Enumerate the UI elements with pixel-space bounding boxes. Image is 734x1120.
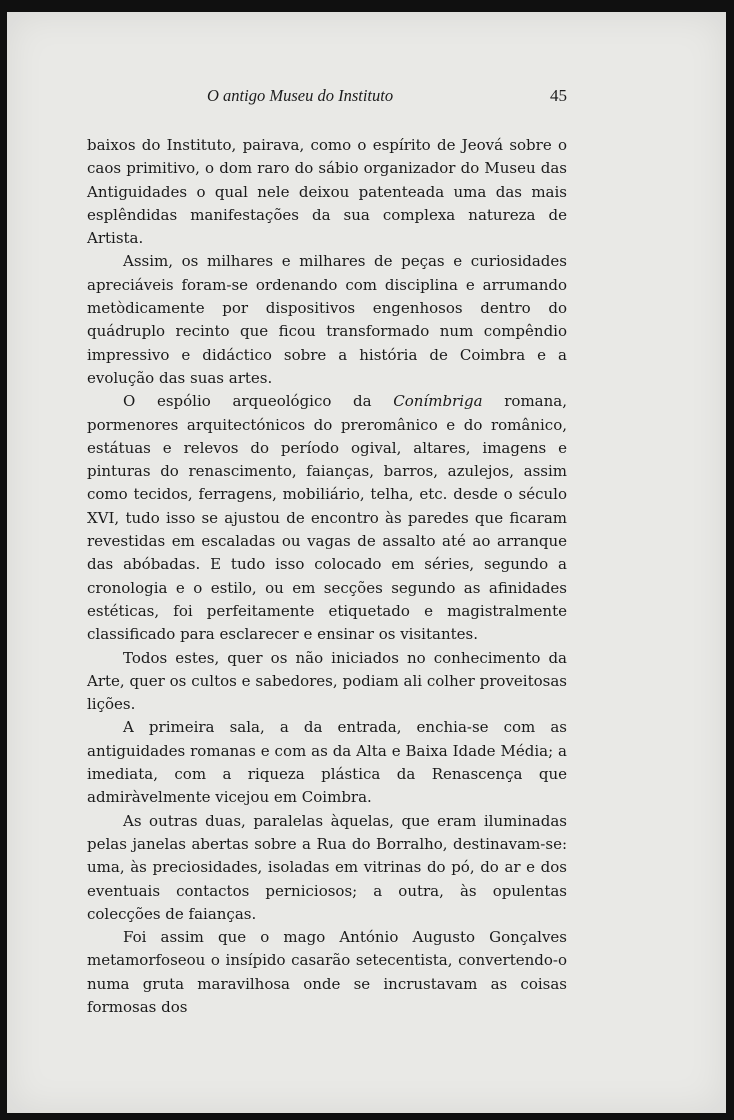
page-header: [87, 86, 567, 112]
page-number: 45: [550, 86, 567, 105]
paragraph-3-rest: romana, pormenores arquitectónicos do preromânico e do românico, estátuas e relevos do período ogival, altares, imagens e pinturas do renascimento, faianças, barros, azulejos, assim como tecidos, ferragens, mobiliário, telha, etc. desde o século XVI, tudo isso se ajustou de encontro às paredes que ficaram revestidas em escaladas ou vagas de assalto até ao arranque das abóbadas. E tudo isso colocado em séries, segundo a cronologia e o estilo, ou em secções segundo as afinidades estéticas, foi perfeitamente etiquetado e magistralmente classificado para esclarecer e ensinar os visitantes.: [87, 392, 567, 644]
paragraph-3: [87, 390, 567, 646]
book-page: [7, 12, 726, 1113]
conimbriga-italic: Conímbriga: [393, 392, 483, 411]
paragraph-2: Assim, os milhares e milhares de peças e curiosidades apreciáveis foram-se ordenando com disciplina e arrumando metòdicamente por dispositivos engenhosos dentro do quádruplo recinto que ficou transformado num compêndio impressivo e didáctico sobre a história de Coimbra e a evolução das suas artes.: [87, 252, 567, 387]
paragraph-7: Foi assim que o mago António Augusto Gonçalves metamorfoseou o insípido casarão setecentista, convertendo-o numa gruta maravilhosa onde se incrustavam as coisas formosas dos: [87, 928, 567, 1016]
running-title: O antigo Museu do Instituto: [207, 86, 394, 105]
paragraph-3-lead: O espólio arqueológico da: [123, 392, 394, 411]
body-text: [87, 134, 567, 1019]
paragraph-6: As outras duas, paralelas àquelas, que eram iluminadas pelas janelas abertas sobre a Rua do Borralho, destinavam-se: uma, às preciosidades, isoladas em vitrinas do pó, do ar e dos eventuais contactos perniciosos; a outra, às opulentas colecções de faianças.: [87, 811, 567, 923]
paragraph-1: baixos do Instituto, pairava, como o espírito de Jeová sobre o caos primitivo, o dom raro do sábio organizador do Museu das Antiguidades o qual nele deixou patenteada uma das mais esplêndidas manifestações da sua complexa natureza de Artista.: [87, 136, 567, 248]
paragraph-5: A primeira sala, a da entrada, enchia-se com as antiguidades romanas e com as da Alta e Baixa Idade Média; a imediata, com a riqueza plástica da Renascença que admiràvelmente vicejou em Coimbra.: [87, 718, 567, 807]
paragraph-4: Todos estes, quer os não iniciados no conhecimento da Arte, quer os cultos e sabedores, podiam ali colher proveitosas lições.: [87, 648, 567, 714]
